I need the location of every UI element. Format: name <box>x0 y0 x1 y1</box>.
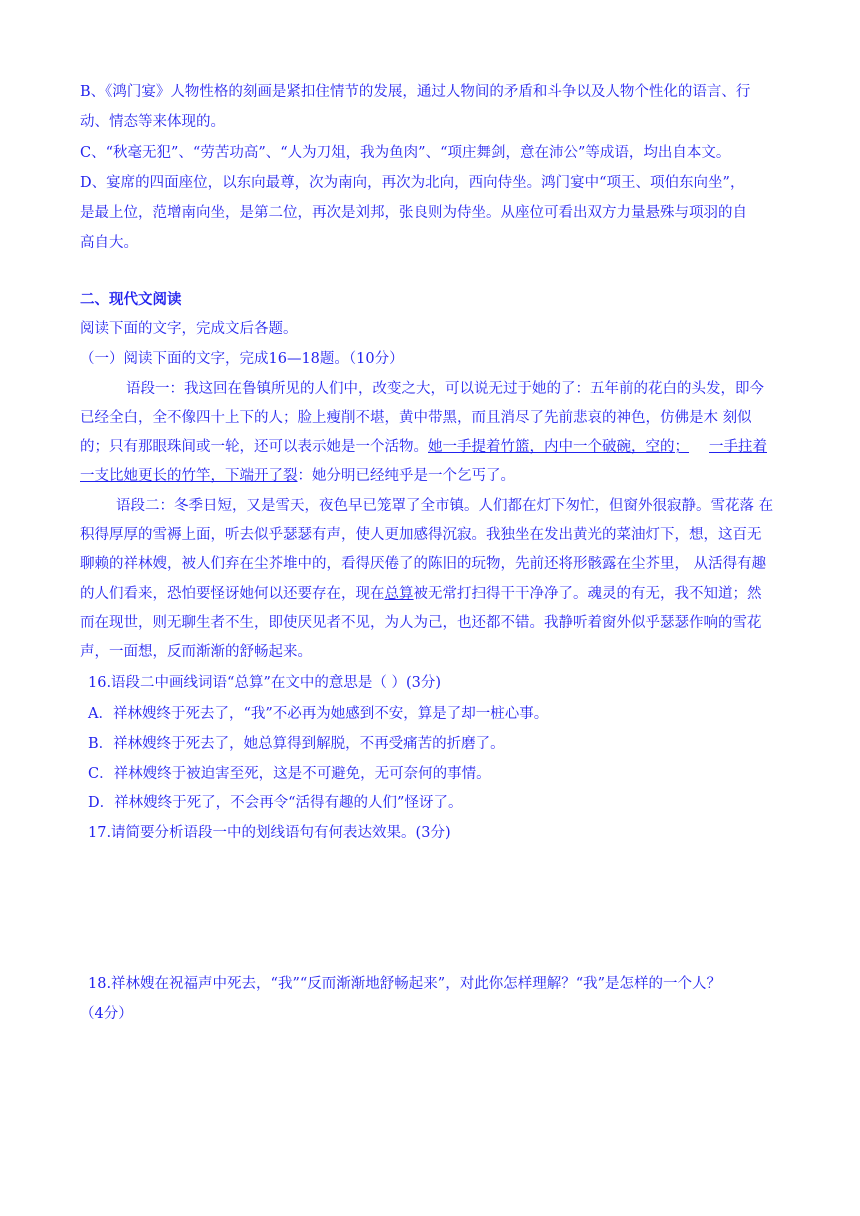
question-16-option-b: B．祥林嫂终于死去了，她总算得到解脱，不再受痛苦的折磨了。 <box>88 736 505 752</box>
passage-2-line-4-plain-a: 的人们看来，恐怕要怪讶她何以还要存在，现在 <box>80 586 385 602</box>
passage-2-line-4-plain-b: 被无常打扫得干干净净了。魂灵的有无，我不知道；然 <box>413 586 762 602</box>
passage-2-line-5: 而在现世，则无聊生者不生，即使厌见者不见，为人为己，也还都不错。我静听着窗外似乎瑟瑟作响的雪花 <box>80 615 762 631</box>
passage-1-line-3 <box>80 438 767 456</box>
question-17: 17.请简要分析语段一中的划线语句有何表达效果。(3分) <box>88 825 451 841</box>
passage-2-line-1: 语段二：冬季日短，又是雪天，夜色早已笼罩了全市镇。人们都在灯下匆忙，但窗外很寂静。雪花落 在 <box>116 498 774 514</box>
section-heading: 二、现代文阅读 <box>80 291 182 308</box>
passage-2-line-6: 声，一面想，反而渐渐的舒畅起来。 <box>80 644 312 660</box>
question-16-option-a: A．祥林嫂终于死去了，“我”不必再为她感到不安，算是了却一桩心事。 <box>88 706 549 722</box>
underlined-word-zongsuan: 总算 <box>384 586 414 602</box>
passage-1-line-1: 语段一：我这回在鲁镇所见的人们中，改变之大，可以说无过于她的了：五年前的花白的头发，即今 <box>126 381 764 397</box>
reading-intro: 阅读下面的文字，完成文后各题。 <box>80 321 298 337</box>
passage-1-underlined-2: 一手拄着 <box>709 439 767 455</box>
passage-2-line-2: 积得厚厚的雪褥上面，听去似乎瑟瑟有声，使人更加感得沉寂。我独坐在发出黄光的菜油灯下，想，这百无 <box>80 527 762 543</box>
passage-1-line-4-plain: ：她分明已经纯乎是一个乞丐了。 <box>297 468 515 484</box>
passage-1-line-2: 已经全白，全不像四十上下的人；脸上瘦削不堪，黄中带黑，而且消尽了先前悲哀的神色，仿佛是木 刻似 <box>80 410 752 426</box>
passage-2-line-4 <box>80 585 762 603</box>
passage-1-line-4 <box>80 467 515 485</box>
passage-1-line-3-plain: 的；只有那眼珠间或一轮，还可以表示她是一个活物。 <box>80 439 428 455</box>
question-18-line-1: 18.祥林嫂在祝福声中死去，“我”“反而渐渐地舒畅起来”，对此你怎样理解？“我”是怎样的一个人？ <box>88 976 722 992</box>
option-c: C、“秋毫无犯”、“劳苦功高”、“人为刀俎，我为鱼肉”、“项庄舞剑，意在沛公”等成语，均出自本文。 <box>80 145 731 161</box>
question-18-line-2: （4分） <box>80 1006 133 1022</box>
question-16: 16.语段二中画线词语“总算”在文中的意思是（ ）(3分) <box>88 675 442 691</box>
sub-section-intro: （一）阅读下面的文字，完成16—18题。（10分） <box>80 351 404 367</box>
passage-1-underlined-1: 她一手提着竹篮，内中一个破碗，空的； <box>428 439 689 455</box>
option-b-line-2: 动、情态等来体现的。 <box>80 114 225 130</box>
option-d-line-1: D、宴席的四面座位，以东向最尊，次为南向，再次为北向，西向侍坐。鸿门宴中“项王、项伯东向坐”， <box>80 175 745 191</box>
question-16-option-c: C．祥林嫂终于被迫害至死，这是不可避免，无可奈何的事情。 <box>88 766 491 782</box>
option-d-line-2: 是最上位，范增南向坐，是第二位，再次是刘邦，张良则为侍坐。从座位可看出双方力量悬殊与项羽的自 <box>80 205 747 221</box>
passage-1-underlined-3: 一支比她更长的竹竿，下端开了裂 <box>80 468 298 484</box>
question-16-option-d: D．祥林嫂终于死了，不会再令“活得有趣的人们”怪讶了。 <box>88 795 463 811</box>
option-b-line-1: B、《鸿门宴》人物性格的刻画是紧扣住情节的发展，通过人物间的矛盾和斗争以及人物个性化的语言、行 <box>80 84 751 100</box>
passage-2-line-3: 聊赖的祥林嫂，被人们弃在尘芥堆中的，看得厌倦了的陈旧的玩物，先前还将形骸露在尘芥里， 从活得有趣 <box>80 556 767 572</box>
option-d-line-3: 高自大。 <box>80 235 138 251</box>
